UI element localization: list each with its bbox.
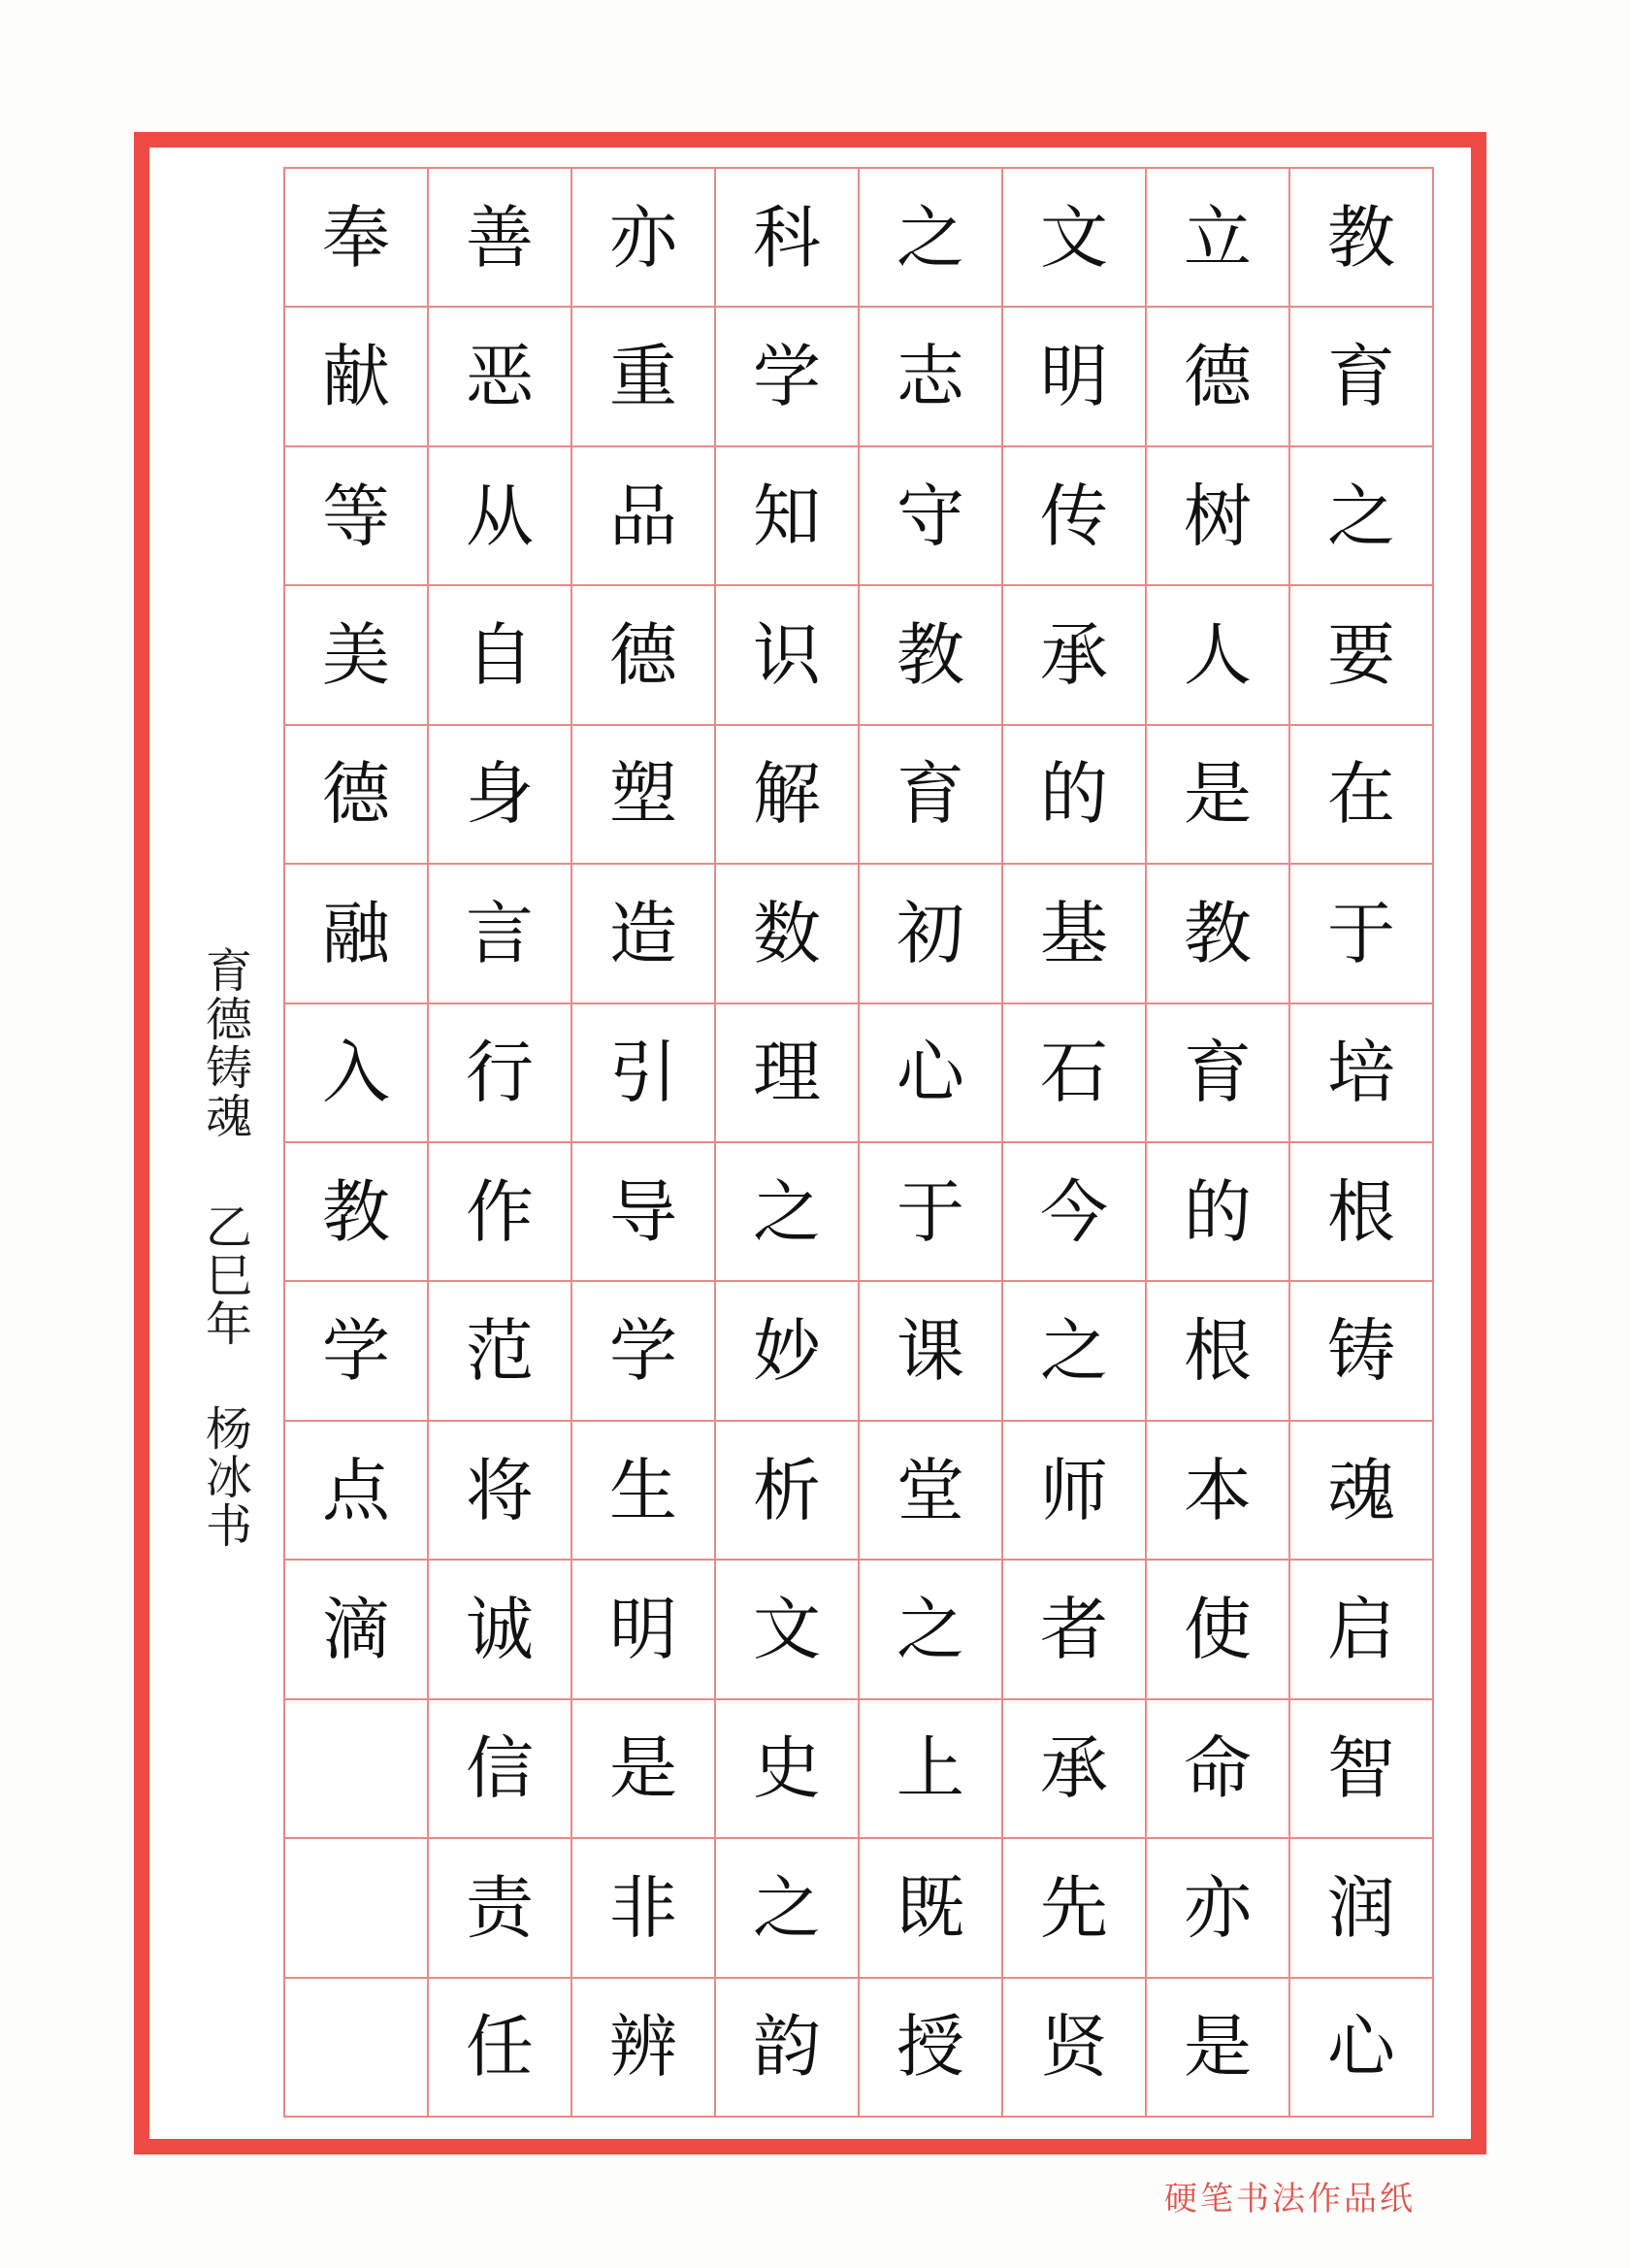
grid-cell: 心 — [860, 1004, 1003, 1143]
grid-cell: 心 — [1290, 1979, 1434, 2118]
grid-cell: 韵 — [716, 1979, 860, 2118]
grid-cell: 品 — [572, 447, 716, 586]
grid-cell — [285, 1839, 429, 1978]
grid-cell: 明 — [572, 1561, 716, 1699]
grid-cell: 学 — [285, 1282, 429, 1421]
grid-cell: 今 — [1003, 1143, 1147, 1282]
grid-cell: 初 — [860, 865, 1003, 1003]
grid-cell — [285, 1700, 429, 1839]
grid-cell: 教 — [860, 586, 1003, 725]
signature-column — [190, 946, 258, 1550]
grid-cell: 点 — [285, 1422, 429, 1561]
grid-cell: 重 — [572, 308, 716, 446]
grid-cell: 培 — [1290, 1004, 1434, 1143]
grid-cell: 启 — [1290, 1561, 1434, 1699]
grid-cell: 科 — [716, 169, 860, 308]
grid-cell: 奉 — [285, 169, 429, 308]
grid-cell: 理 — [716, 1004, 860, 1143]
grid-cell: 善 — [429, 169, 572, 308]
grid-cell: 信 — [429, 1700, 572, 1839]
grid-cell: 之 — [716, 1839, 860, 1978]
grid-cell: 美 — [285, 586, 429, 725]
grid-cell: 自 — [429, 586, 572, 725]
grid-cell: 文 — [1003, 169, 1147, 308]
grid-cell: 石 — [1003, 1004, 1147, 1143]
grid-cell: 润 — [1290, 1839, 1434, 1978]
grid-cell: 行 — [429, 1004, 572, 1143]
grid-cell: 是 — [1147, 726, 1290, 865]
grid-cell: 德 — [285, 726, 429, 865]
grid-cell: 引 — [572, 1004, 716, 1143]
grid-cell: 于 — [860, 1143, 1003, 1282]
grid-cell: 范 — [429, 1282, 572, 1421]
grid-cell: 德 — [572, 586, 716, 725]
grid-cell: 献 — [285, 308, 429, 446]
grid-cell — [285, 1979, 429, 2118]
grid-cell: 先 — [1003, 1839, 1147, 1978]
grid-cell: 的 — [1003, 726, 1147, 865]
grid-cell: 责 — [429, 1839, 572, 1978]
grid-cell: 从 — [429, 447, 572, 586]
grid-cell: 之 — [860, 1561, 1003, 1699]
grid-cell: 妙 — [716, 1282, 860, 1421]
grid-cell: 育 — [1147, 1004, 1290, 1143]
grid-cell: 数 — [716, 865, 860, 1003]
grid-cell: 传 — [1003, 447, 1147, 586]
grid-cell: 入 — [285, 1004, 429, 1143]
grid-cell: 造 — [572, 865, 716, 1003]
grid-cell: 本 — [1147, 1422, 1290, 1561]
grid-cell: 任 — [429, 1979, 572, 2118]
grid-cell: 恶 — [429, 308, 572, 446]
grid-cell: 文 — [716, 1561, 860, 1699]
paper-brand-label: 硬笔书法作品纸 — [1164, 2180, 1416, 2219]
grid-cell: 立 — [1147, 169, 1290, 308]
grid-cell: 亦 — [1147, 1839, 1290, 1978]
grid-cell: 根 — [1290, 1143, 1434, 1282]
grid-cell: 育 — [1290, 308, 1434, 446]
grid-cell: 学 — [716, 308, 860, 446]
grid-cell: 师 — [1003, 1422, 1147, 1561]
grid-cell: 使 — [1147, 1561, 1290, 1699]
grid-cell: 铸 — [1290, 1282, 1434, 1421]
grid-cell: 贤 — [1003, 1979, 1147, 2118]
work-title: 育德铸魂 — [197, 946, 252, 1140]
grid-cell: 在 — [1290, 726, 1434, 865]
grid-cell: 之 — [716, 1143, 860, 1282]
grid-cell: 知 — [716, 447, 860, 586]
grid-cell: 导 — [572, 1143, 716, 1282]
grid-cell: 的 — [1147, 1143, 1290, 1282]
grid-cell: 非 — [572, 1839, 716, 1978]
grid-cell: 辨 — [572, 1979, 716, 2118]
grid-cell: 学 — [572, 1282, 716, 1421]
grid-cell: 魂 — [1290, 1422, 1434, 1561]
grid-cell: 教 — [1290, 169, 1434, 308]
grid-cell: 明 — [1003, 308, 1147, 446]
grid-cell: 亦 — [572, 169, 716, 308]
grid-cell: 作 — [429, 1143, 572, 1282]
grid-cell: 是 — [572, 1700, 716, 1839]
grid-cell: 树 — [1147, 447, 1290, 586]
grid-cell: 于 — [1290, 865, 1434, 1003]
grid-cell: 智 — [1290, 1700, 1434, 1839]
grid-cell: 之 — [860, 169, 1003, 308]
grid-cell: 基 — [1003, 865, 1147, 1003]
grid-cell: 既 — [860, 1839, 1003, 1978]
grid-cell: 识 — [716, 586, 860, 725]
grid-cell: 之 — [1003, 1282, 1147, 1421]
grid-cell: 守 — [860, 447, 1003, 586]
grid-cell: 之 — [1290, 447, 1434, 586]
grid-cell: 者 — [1003, 1561, 1147, 1699]
grid-cell: 生 — [572, 1422, 716, 1561]
grid-cell: 塑 — [572, 726, 716, 865]
date-and-author: 乙巳年 杨冰书 — [197, 1202, 252, 1550]
grid-cell: 诚 — [429, 1561, 572, 1699]
character-grid — [283, 167, 1434, 2118]
grid-cell: 人 — [1147, 586, 1290, 725]
grid-cell: 堂 — [860, 1422, 1003, 1561]
grid-cell: 承 — [1003, 586, 1147, 725]
grid-cell: 课 — [860, 1282, 1003, 1421]
grid-cell: 上 — [860, 1700, 1003, 1839]
grid-cell: 教 — [1147, 865, 1290, 1003]
grid-cell: 言 — [429, 865, 572, 1003]
grid-cell: 命 — [1147, 1700, 1290, 1839]
grid-cell: 根 — [1147, 1282, 1290, 1421]
grid-cell: 是 — [1147, 1979, 1290, 2118]
grid-cell: 德 — [1147, 308, 1290, 446]
grid-cell: 授 — [860, 1979, 1003, 2118]
grid-cell: 解 — [716, 726, 860, 865]
grid-cell: 融 — [285, 865, 429, 1003]
grid-cell: 析 — [716, 1422, 860, 1561]
grid-cell: 志 — [860, 308, 1003, 446]
grid-cell: 将 — [429, 1422, 572, 1561]
grid-cell: 承 — [1003, 1700, 1147, 1839]
grid-cell: 等 — [285, 447, 429, 586]
grid-cell: 身 — [429, 726, 572, 865]
grid-cell: 要 — [1290, 586, 1434, 725]
grid-cell: 史 — [716, 1700, 860, 1839]
grid-cell: 育 — [860, 726, 1003, 865]
grid-cell: 教 — [285, 1143, 429, 1282]
grid-cell: 滴 — [285, 1561, 429, 1699]
